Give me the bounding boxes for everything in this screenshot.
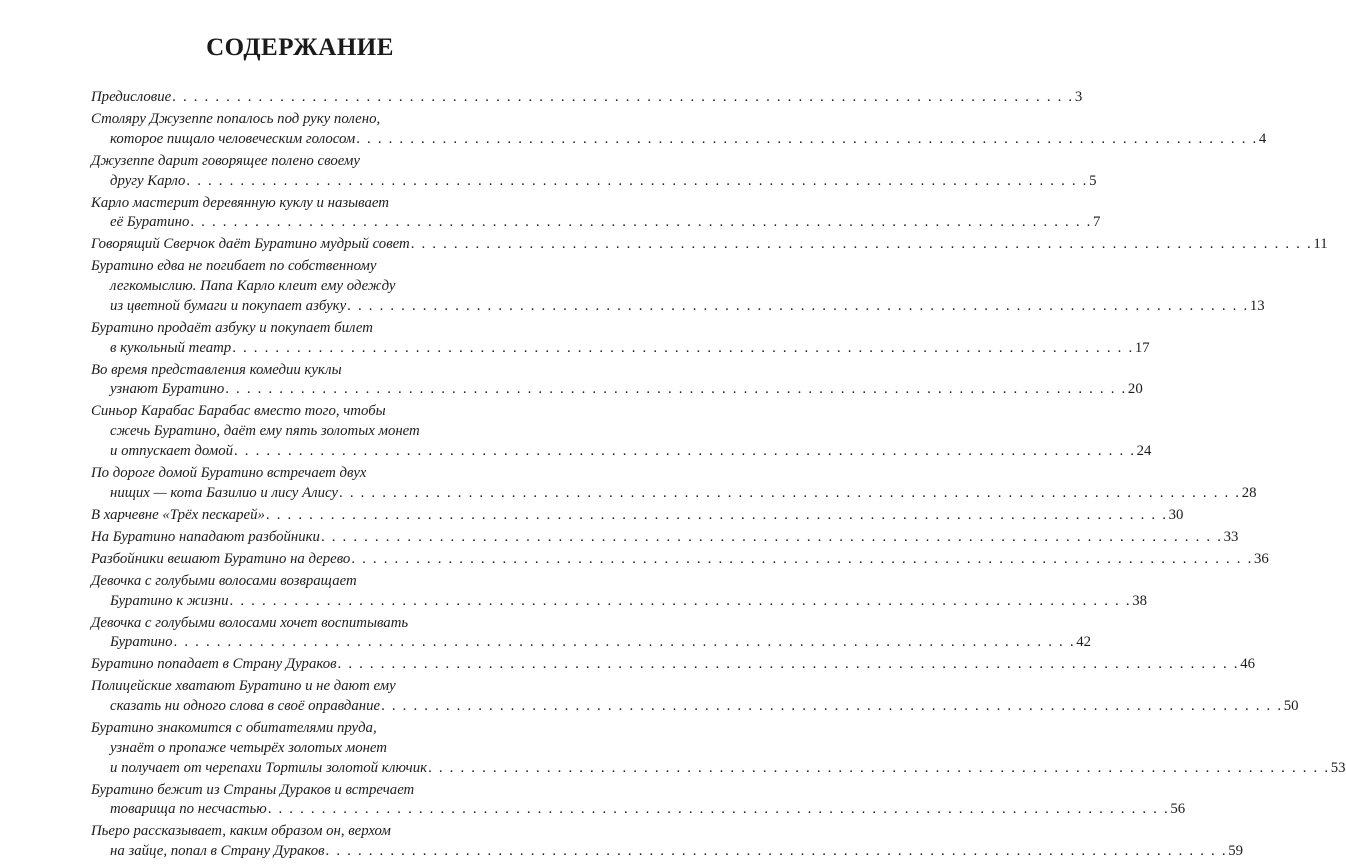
toc-entry-text: и получает от черепахи Тортилы золотой ключик (110, 759, 428, 776)
table-of-contents (91, 88, 1346, 864)
toc-entry-last-line (91, 528, 1239, 548)
toc-entry-last-line (91, 800, 1186, 820)
toc-entry-last-line (91, 297, 1265, 317)
toc-entry (91, 402, 1152, 461)
page-number: 28 (1241, 484, 1257, 501)
page-number: 5 (1089, 172, 1097, 189)
toc-entry-last-line (91, 130, 1267, 150)
toc-entry-last-line (91, 697, 1299, 717)
toc-entry-text: сказать ни одного слова в своё оправдание (110, 698, 381, 715)
toc-entry-last-line (91, 484, 1257, 504)
toc-entry-text: Буратино к жизни (110, 592, 229, 609)
dot-leader (326, 842, 1228, 862)
toc-entry-last-line (91, 442, 1152, 462)
page-number: 17 (1134, 339, 1150, 356)
toc-entry-last-line (91, 842, 1244, 862)
toc-entry (91, 235, 1328, 255)
toc-entry-line: Девочка с голубыми волосами возвращает (91, 572, 357, 589)
toc-entry-line: легкомыслию. Папа Карло клеит ему одежду (110, 278, 396, 295)
dot-leader (172, 88, 1074, 108)
toc-entry-text: на зайце, попал в Страну Дураков (110, 843, 325, 860)
dot-leader (428, 759, 1330, 779)
toc-entry-line: Синьор Карабас Барабас вместо того, чтобы (91, 403, 386, 420)
page-number: 42 (1076, 634, 1092, 651)
page-number: 13 (1249, 297, 1265, 314)
toc-entry-line: По дороге домой Буратино встречает двух (91, 465, 367, 482)
toc-entry (91, 719, 1346, 778)
toc-entry (91, 194, 1101, 234)
toc-entry (91, 257, 1265, 316)
toc-entry-last-line (91, 633, 1092, 653)
toc-entry-line: Полицейские хватают Буратино и не дают ему (91, 678, 396, 695)
page-number: 50 (1283, 698, 1299, 715)
page-number: 11 (1313, 236, 1328, 253)
dot-leader (351, 550, 1253, 570)
toc-entry (91, 614, 1092, 654)
toc-entry-last-line (91, 759, 1346, 779)
toc-entry-last-line (91, 213, 1101, 233)
toc-entry-last-line (91, 88, 1083, 108)
toc-entry-line: сжечь Буратино, даёт ему пять золотых монет (110, 423, 420, 440)
page-number: 56 (1170, 801, 1186, 818)
dot-leader (190, 213, 1092, 233)
dot-leader (268, 800, 1170, 820)
dot-leader (381, 697, 1283, 717)
toc-entry-line: Во время представления комедии куклы (91, 361, 342, 378)
toc-entry (91, 319, 1150, 359)
toc-entry (91, 464, 1257, 504)
toc-entry (91, 550, 1269, 570)
page-number: 59 (1228, 843, 1244, 860)
dot-leader (338, 655, 1240, 675)
page-number: 33 (1223, 528, 1239, 545)
toc-entry-text: На Буратино нападают разбойники (91, 528, 320, 545)
toc-entry (91, 572, 1148, 612)
toc-entry-line: Девочка с голубыми волосами хочет воспитывать (91, 614, 409, 631)
dot-leader (411, 235, 1313, 255)
page-number: 38 (1132, 592, 1148, 609)
dot-leader (347, 297, 1249, 317)
toc-entry (91, 88, 1083, 108)
toc-entry-last-line (91, 550, 1269, 570)
toc-entry-text: в кукольный театр (110, 339, 232, 356)
page-number: 3 (1074, 89, 1083, 105)
dot-leader (321, 528, 1223, 548)
toc-entry-text: Разбойники вешают Буратино на дерево (91, 550, 351, 567)
page-number: 53 (1330, 759, 1346, 776)
toc-entry-line: Пьеро рассказывает, каким образом он, верхом (91, 823, 391, 840)
toc-entry-line: Буратино едва не погибает по собственному (91, 258, 377, 275)
dot-leader (230, 592, 1132, 612)
toc-entry-last-line (91, 506, 1184, 526)
toc-entry-line: Буратино бежит из Страны Дураков и встречает (91, 781, 415, 798)
dot-leader (174, 633, 1076, 653)
toc-entry-line: Столяру Джузеппе попалось под руку полено, (91, 110, 381, 127)
toc-entry-last-line (91, 339, 1150, 359)
toc-entry (91, 655, 1255, 675)
toc-entry-text: которое пищало человеческим голосом (110, 130, 356, 147)
toc-entry-text: узнают Буратино (110, 381, 225, 398)
page-number: 30 (1168, 506, 1184, 523)
toc-entry-text: и отпускает домой (110, 443, 233, 460)
page-number: 46 (1240, 656, 1255, 673)
toc-entry-text: Говорящий Сверчок даёт Буратино мудрый совет (91, 236, 410, 253)
toc-entry-text: из цветной бумаги и покупает азбуку (110, 297, 347, 314)
toc-entry-line: Буратино продаёт азбуку и покупает билет (91, 319, 373, 336)
page-number: 36 (1254, 550, 1269, 567)
toc-entry-text: её Буратино (110, 214, 190, 231)
dot-leader (225, 380, 1127, 400)
toc-entry-text: товарища по несчастью (110, 801, 267, 818)
toc-entry (91, 361, 1143, 401)
toc-entry-text: В харчевне «Трёх пескарей» (91, 506, 265, 523)
toc-entry (91, 528, 1239, 548)
toc-entry-last-line (91, 172, 1097, 192)
page-number: 20 (1127, 381, 1143, 398)
toc-entry-last-line (91, 380, 1143, 400)
toc-entry-last-line (91, 655, 1255, 675)
toc-entry-line: узнаёт о пропаже четырёх золотых монет (110, 739, 387, 756)
toc-entry-line: Буратино знакомится с обитателями пруда, (91, 720, 377, 737)
toc-entry-last-line (91, 235, 1328, 255)
page-title: СОДЕРЖАНИЕ (206, 34, 394, 61)
toc-entry-text: нищих — кота Базилио и лису Алису (110, 484, 339, 501)
toc-entry-text: другу Карло (110, 172, 186, 189)
toc-entry-line: Джузеппе дарит говорящее полено своему (91, 152, 360, 169)
toc-entry-text: Буратино попадает в Страну Дураков (91, 656, 337, 673)
toc-entry (91, 822, 1244, 862)
page-number: 24 (1136, 443, 1152, 460)
toc-entry (91, 110, 1267, 150)
dot-leader (186, 172, 1088, 192)
dot-leader (266, 506, 1168, 526)
toc-entry (91, 677, 1299, 717)
toc-entry-line: Карло мастерит деревянную куклу и называет (91, 194, 389, 211)
dot-leader (234, 442, 1136, 462)
dot-leader (339, 484, 1241, 504)
toc-entry-last-line (91, 592, 1148, 612)
toc-entry-text: Предисловие (91, 89, 172, 105)
dot-leader (232, 339, 1134, 359)
toc-entry-text: Буратино (110, 634, 173, 651)
toc-entry (91, 152, 1097, 192)
page-number: 7 (1093, 214, 1101, 231)
toc-entry (91, 506, 1184, 526)
dot-leader (356, 130, 1258, 150)
page-number: 4 (1258, 130, 1267, 147)
toc-entry (91, 781, 1186, 821)
